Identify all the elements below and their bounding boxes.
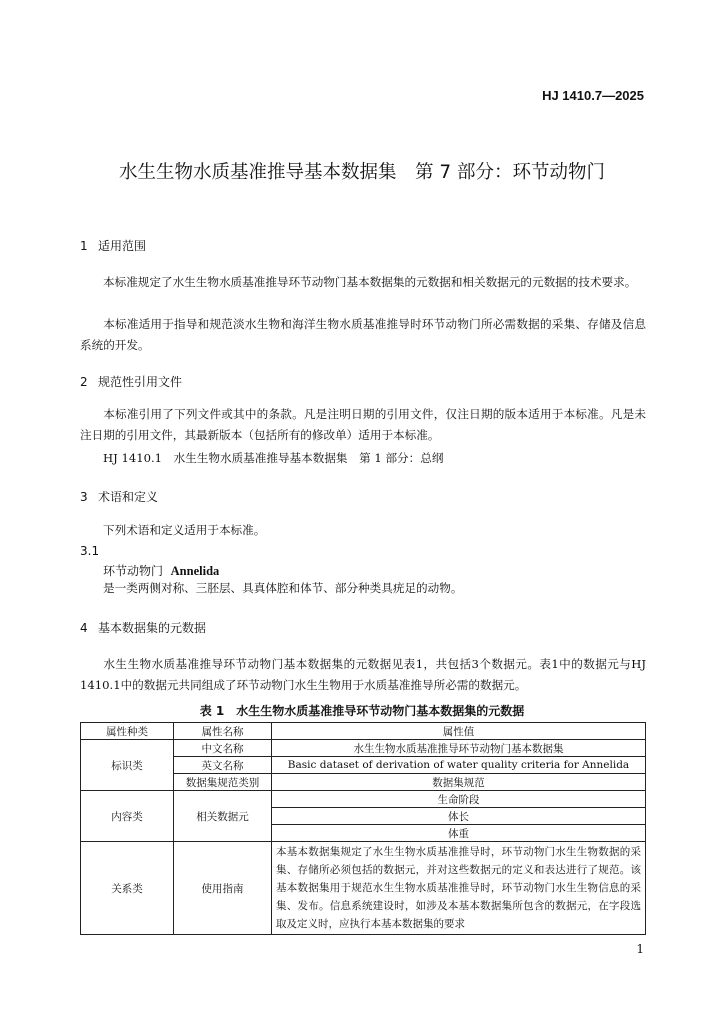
attribute-value-cell: 数据集规范 — [272, 774, 646, 791]
metadata-table — [80, 722, 646, 935]
page-number: 1 — [636, 942, 644, 956]
header-cell: 属性值 — [272, 723, 646, 740]
paragraph-text: 本标准规定了水生生物水质基准推导环节动物门基本数据集的元数据和相关数据元的元数据的技术要求。 — [103, 275, 637, 289]
section-2-paragraph-1 — [80, 404, 646, 446]
section-3-heading — [80, 488, 158, 505]
section-2-heading — [80, 373, 182, 390]
term-chinese: 环节动物门 — [103, 564, 164, 578]
term-english: Annelida — [170, 564, 220, 578]
section-1-paragraph-1 — [80, 272, 646, 293]
attribute-value-cell: 体长 — [272, 808, 646, 825]
attribute-kind-cell: 标识类 — [81, 740, 174, 791]
attribute-name-cell: 中文名称 — [174, 740, 272, 757]
attribute-value-cell: Basic dataset of derivation of water quality criteria for Annelida — [272, 757, 646, 774]
paragraph-text: 本标准适用于指导和规范淡水生物和海洋生物水质基准推导时环节动物门所必需数据的采集、存储及信息系统的开发。 — [80, 317, 646, 352]
paragraph-text: 水生生物水质基准推导环节动物门基本数据集的元数据见表1，共包括3个数据元。表1中的数据元与HJ 1410.1中的数据元共同组成了环节动物门水生生物用于水质基准推导所必需的数据元。 — [80, 657, 646, 692]
table-header-row — [81, 723, 646, 740]
table-row — [81, 740, 646, 757]
attribute-value-cell: 生命阶段 — [272, 791, 646, 808]
attribute-value-cell: 水生生物水质基准推导环节动物门基本数据集 — [272, 740, 646, 757]
section-1-paragraph-2 — [80, 314, 646, 356]
section-3-intro: 下列术语和定义适用于本标准。 — [103, 523, 266, 537]
attribute-value-cell: 本基本数据集规定了水生生物水质基准推导时，环节动物门水生生物数据的采集、存储所必须包括的数据元，并对这些数据元的定义和表达进行了规范。该基本数据集用于规范水生生物水质基准推导时，环节动物门水生生物信息的采集、发布。信息系统建设时，如涉及本基本数据集所包含的数据元，在字段选取及定义时，应执行本基本数据集的要求 — [272, 842, 646, 935]
attribute-kind-cell: 内容类 — [81, 791, 174, 842]
section-1-heading — [80, 237, 146, 254]
section-number: 4 — [80, 621, 88, 635]
section-title: 适用范围 — [98, 239, 147, 253]
subsection-number: 3.1 — [80, 544, 100, 558]
header-cell: 属性名称 — [174, 723, 272, 740]
table-row — [81, 842, 646, 935]
term-definition: 是一类两侧对称、三胚层、具真体腔和体节、部分种类具疣足的动物。 — [103, 581, 463, 595]
attribute-kind-cell: 关系类 — [81, 842, 174, 935]
section-number: 3 — [80, 490, 88, 504]
paragraph-text: 本标准引用了下列文件或其中的条款。凡是注明日期的引用文件，仅注日期的版本适用于本标准。凡是未注日期的引用文件，其最新版本（包括所有的修改单）适用于本标准。 — [80, 407, 646, 442]
section-title: 基本数据集的元数据 — [98, 621, 207, 635]
section-title: 术语和定义 — [98, 490, 159, 504]
attribute-name-cell: 数据集规范类别 — [174, 774, 272, 791]
section-4-heading — [80, 619, 206, 636]
standard-number: HJ 1410.7—2025 — [542, 88, 644, 103]
header-cell: 属性种类 — [81, 723, 174, 740]
section-number: 2 — [80, 375, 88, 389]
table-row — [81, 791, 646, 808]
section-number: 1 — [80, 239, 88, 253]
section-4-paragraph-1 — [80, 654, 646, 696]
attribute-name-cell: 相关数据元 — [174, 791, 272, 842]
document-title: 水生生物水质基准推导基本数据集 第 7 部分：环节动物门 — [118, 162, 606, 183]
table-caption: 表 1 水生生物水质基准推导环节动物门基本数据集的元数据 — [199, 704, 525, 718]
term-entry — [103, 562, 219, 579]
normative-reference: HJ 1410.1 水生生物水质基准推导基本数据集 第 1 部分：总纲 — [103, 451, 444, 465]
section-title: 规范性引用文件 — [98, 375, 183, 389]
attribute-name-cell: 英文名称 — [174, 757, 272, 774]
attribute-value-cell: 体重 — [272, 825, 646, 842]
attribute-name-cell: 使用指南 — [174, 842, 272, 935]
